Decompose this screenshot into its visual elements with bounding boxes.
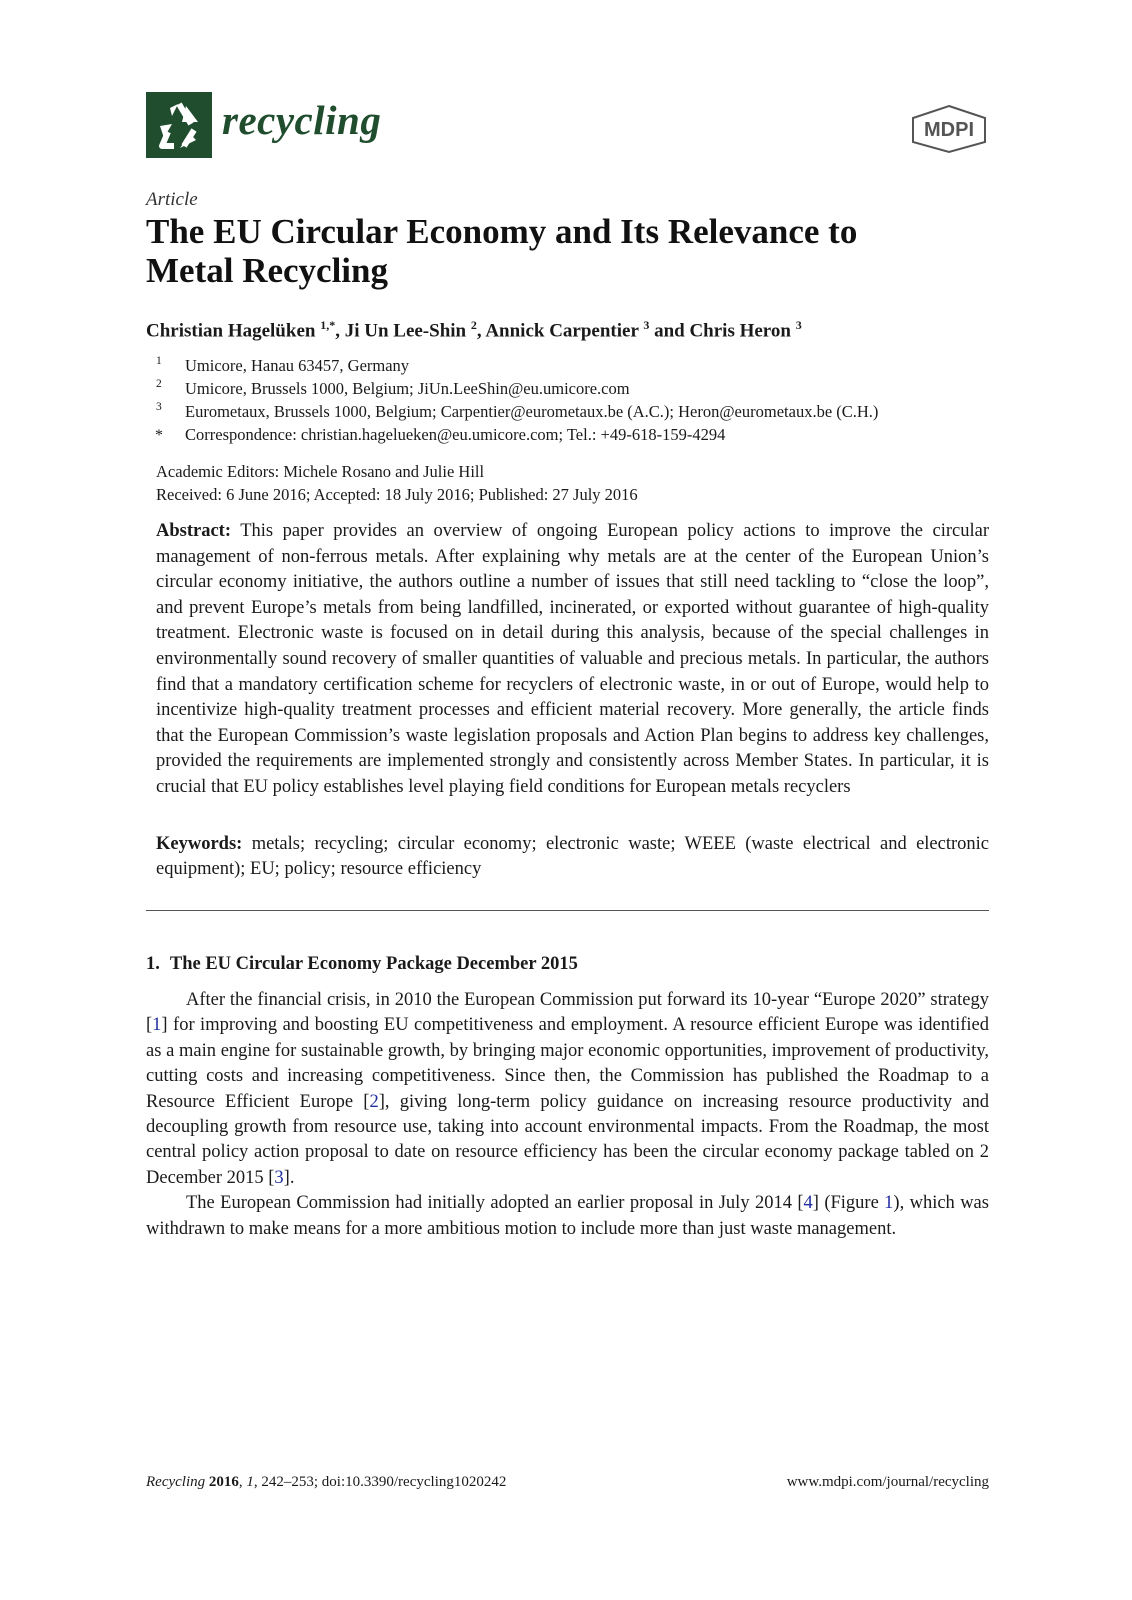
affiliation: 2 Umicore, Brussels 1000, Belgium; JiUn.LeeShin@eu.umicore.com — [156, 378, 630, 398]
author-affiliation-mark: 3 — [795, 318, 802, 332]
editorial-info — [156, 460, 638, 506]
citation-info: Recycling 2016, 1, 242–253; doi:10.3390/recycling1020242 — [146, 1474, 507, 1490]
citation-link[interactable]: 4 — [803, 1193, 813, 1214]
svg-text:MDPI: MDPI — [924, 119, 974, 141]
affiliation: 1 Umicore, Hanau 63457, Germany — [156, 355, 410, 375]
journal-header — [146, 92, 989, 162]
article-type: Article — [146, 189, 198, 210]
author-name: Christian Hagelüken — [146, 320, 316, 342]
recycling-logo-icon — [146, 92, 212, 158]
figure-link[interactable]: 1 — [884, 1193, 894, 1214]
paper-page — [146, 0, 989, 1600]
citation-link[interactable]: 1 — [152, 1015, 162, 1036]
correspondence: * Correspondence: christian.hagelueken@eu.umicore.com; Tel.: +49-618-159-4294 — [155, 425, 726, 444]
abstract-text: This paper provides an overview of ongoing European policy actions to improve the circular management of non-ferrous metals. After explaining why metals are at the center of the European Union’s circular economy initiative, the authors outline a number of issues that still need tackling to “close the loop”, and prevent Europe’s metals from being landfilled, incinerated, or exported without guarantee of high-quality treatment. Electronic waste is focused on in detail during this analysis, because of the special challenges in environmentally sound recovery of smaller quantities of valuable and precious metals. In particular, the authors find that a mandatory certification scheme for recyclers of electronic waste, in or out of Europe, would help to incentivize high-quality treatment processes and efficient material recovery. More generally, the article finds that the European Commission’s waste legislation proposals and Action Plan begins to address key challenges, provided the requirements are implemented strongly and consistently across Member States. In particular, it is crucial that EU policy establishes level playing field conditions for European metals recyclers — [156, 521, 989, 797]
author-affiliation-mark: 2 — [470, 318, 477, 332]
journal-url[interactable]: www.mdpi.com/journal/recycling — [786, 1474, 989, 1490]
affiliation-list — [156, 354, 878, 446]
keywords-text: metals; recycling; circular economy; electronic waste; WEEE (waste electrical and electronic equipment); EU; policy; resource efficiency — [156, 834, 989, 879]
title-line: The EU Circular Economy and Its Relevance to — [146, 212, 858, 251]
affiliation: 3 Eurometaux, Brussels 1000, Belgium; Carpentier@eurometaux.be (A.C.); Heron@eurometaux.be (C.H.) — [156, 401, 879, 421]
abstract-label: Abstract: — [156, 521, 232, 541]
academic-editors: Academic Editors: Michele Rosano and Julie Hill — [156, 462, 485, 481]
keywords — [156, 832, 989, 882]
paragraph: The European Commission had initially adopted an earlier proposal in July 2014 [4] (Figure 1), which was withdrawn to make means for a more ambitious motion to include more than just waste management. — [146, 1193, 989, 1239]
keywords-label: Keywords: — [156, 834, 243, 854]
author-list: Christian Hagelüken $^{1,*}$, Ji Un Lee-Shin $^2$, Annick Carpentier $^3$ and Chris Heron $^3$ — [146, 318, 802, 342]
publication-dates: Received: 6 June 2016; Accepted: 18 July 2016; Published: 27 July 2016 — [156, 485, 638, 504]
abstract — [156, 519, 989, 801]
author-affiliation-mark: 3 — [643, 318, 650, 332]
journal-name: recycling — [222, 97, 382, 143]
author-name: Annick Carpentier — [485, 320, 639, 342]
author-name: Ji Un Lee-Shin — [344, 320, 467, 342]
section-heading: 1. The EU Circular Economy Package December 2015 — [146, 954, 578, 974]
paragraph: After the financial crisis, in 2010 the European Commission put forward its 10-year “Europe 2020” strategy [1] for improving and boosting EU competitiveness and employment. A resource efficient Europe was identified as a main engine for sustainable growth, by bringing major economic opportunities, improvement of productivity, cutting costs and increasing competitiveness. Since then, the Commission has published the Roadmap to a Resource Efficient Europe [2], giving long-term policy guidance on increasing resource productivity and decoupling growth from resource use, taking into account environmental impacts. From the Roadmap, the most central policy action proposal to date on resource efficiency has been the circular economy package tabled on 2 December 2015 [3]. — [146, 990, 990, 1188]
mdpi-logo — [909, 104, 989, 154]
divider — [146, 910, 989, 911]
citation-link[interactable]: 3 — [274, 1167, 284, 1188]
paper-title — [146, 212, 989, 290]
citation-link[interactable]: 2 — [369, 1091, 379, 1112]
title-line: Metal Recycling — [146, 251, 388, 290]
author-affiliation-mark: 1,* — [320, 318, 336, 332]
author-name: Chris Heron — [689, 320, 791, 342]
section-body — [146, 988, 989, 1242]
